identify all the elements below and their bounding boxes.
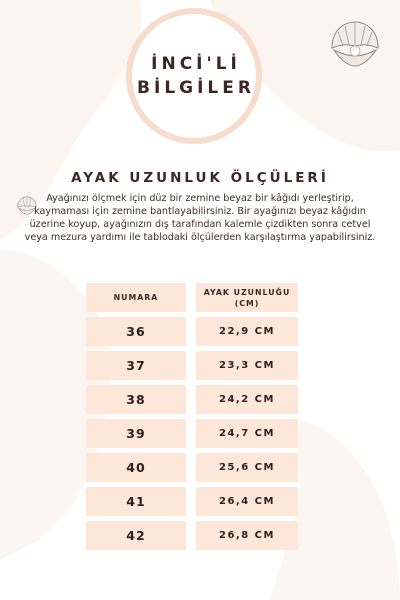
instructions-line-4: veya mezura yardımı ile tablodaki ölçülerden karşılaştırma yapabilirsiniz. [24,232,376,243]
instructions-line-2: kaymaması için zemine bantlayabilirsiniz. Bir ayağınızı beyaz kâğıdın [34,206,366,217]
instructions-line-3: üzerine koyup, ayağınızın dış tarafından kalemle çizdikten sonra cetvel [29,219,371,230]
table-row-length: 24,2 CM [196,385,298,414]
table-row-size: 36 [86,317,186,346]
instructions-paragraph [14,192,386,244]
table-row-length: 26,4 CM [196,487,298,516]
pearl-shell-icon [328,20,382,70]
header-length [196,283,298,312]
table-row-size: 37 [86,351,186,380]
instructions-line-1: Ayağınızı ölçmek için düz bir zemine beyaz bir kâğıdı yerleştirip, [46,193,354,204]
table-row-length: 23,3 CM [196,351,298,380]
table-row-size: 38 [86,385,186,414]
table-row-length: 22,9 CM [196,317,298,346]
header-length-line-1: AYAK UZUNLUĞU [203,287,291,297]
table-row-size: 40 [86,453,186,482]
table-row-size: 42 [86,521,186,550]
header-size: NUMARA [86,283,186,312]
table-row-size: 39 [86,419,186,448]
badge-line-1: İNCİ'Lİ [151,54,241,74]
table-row-length: 24,7 CM [196,419,298,448]
table-row-size: 41 [86,487,186,516]
table-row-length: 26,8 CM [196,521,298,550]
table-row-length: 25,6 CM [196,453,298,482]
badge-line-2: BİLGİLER [137,78,255,98]
brand-badge [126,8,262,144]
section-title: AYAK UZUNLUK ÖLÇÜLERİ [71,170,329,186]
header-length-line-2: (CM) [234,298,260,308]
